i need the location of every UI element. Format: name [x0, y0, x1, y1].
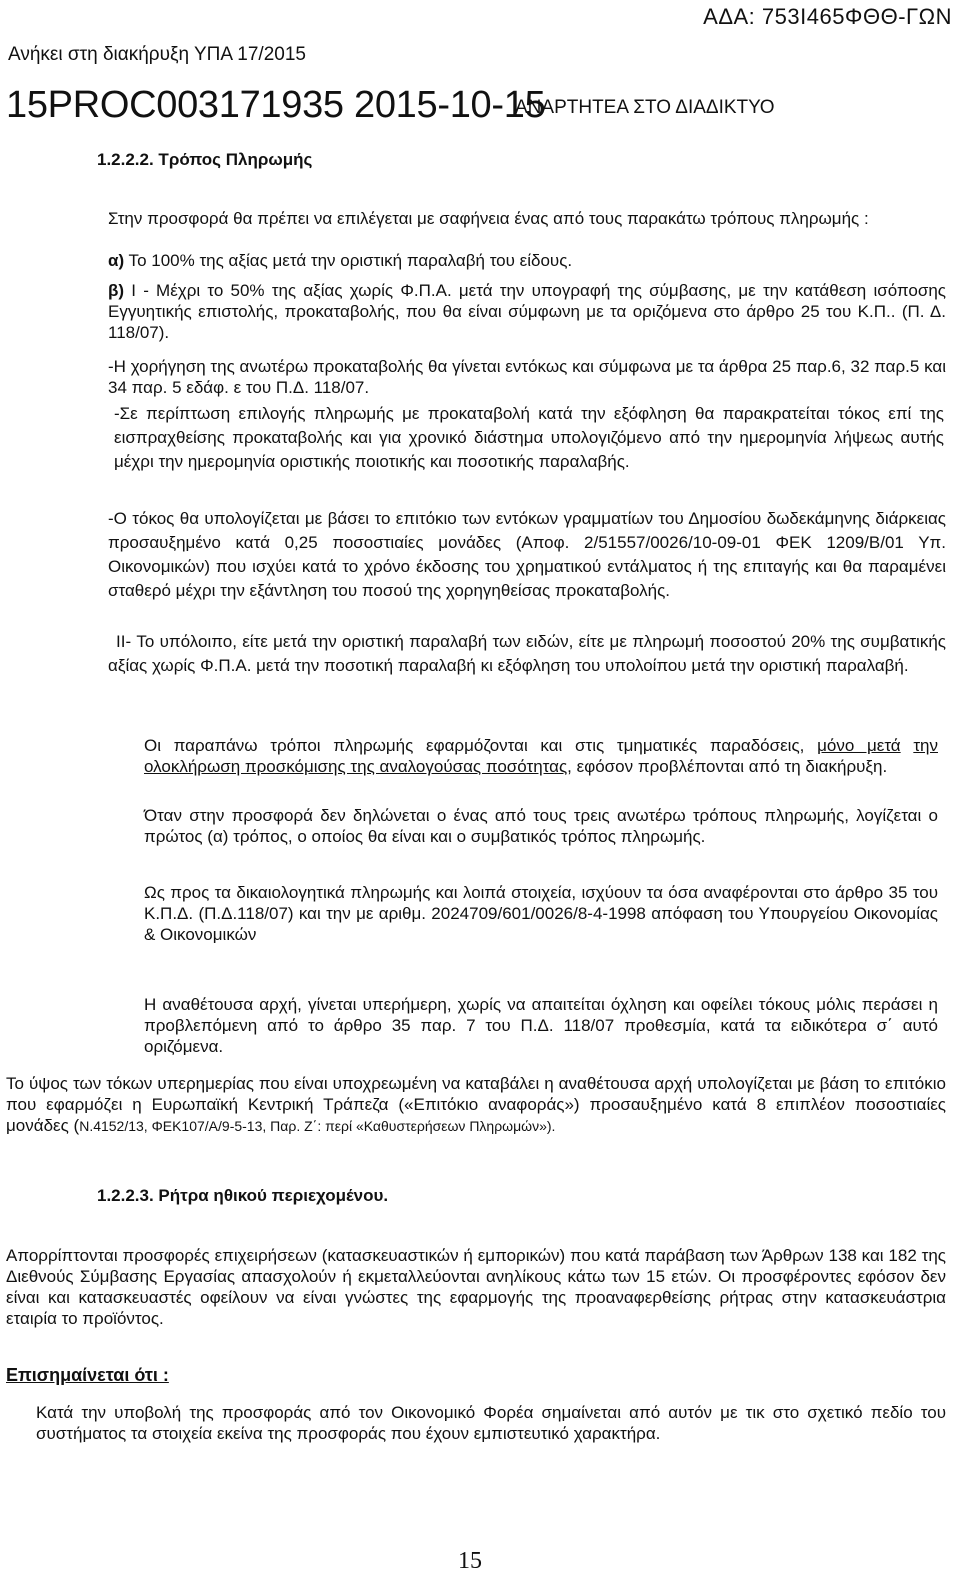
late-interest-text: [6, 1073, 946, 1137]
authority-default-text: Η αναθέτουσα αρχή, γίνεται υπερήμερη, χωρίς να απαιτείται όχληση και οφείλει τόκους μόλις περάσει η προβλεπόμενη από το άρθρο 35 παρ. 7 του Π.Δ. 118/07 προθεσμία, κατά τα ειδικότερα σ΄ αυτό οριζόμενα.: [144, 995, 938, 1056]
payment-option-a: [108, 250, 946, 271]
remainder-payment-text: II- Το υπόλοιπο, είτε μετά την οριστική παραλαβή των ειδών, είτε με πληρωμή ποσοστού 20% της συμβατικής αξίας χωρίς Φ.Π.Α. μετά την ποσοτική παραλαβή κι εξόφληση του υπολοίπου μετά την οριστική παραλαβή.: [108, 632, 946, 675]
interest-rate-text: -Ο τόκος θα υπολογίζεται με βάσει το επιτόκιο των εντόκων γραμματίων του Δημοσίου δωδεκάμηνης διάρκειας προσαυξημένο κατά 0,25 ποσοστιαίες μονάδες (Αποφ. 2/51557/0026/10-09-01 ΦΕΚ 1209/Β/01 Υπ. Οικονομικών) που ισχύει κατά το χρόνο έκδοσης του χρηματικού εντάλματος ή της επιταγής και θα παραμένει σταθερό μέχρι την εξάντληση του ποσού της χορηγηθείσας προκαταβολής.: [108, 509, 946, 600]
ada-code: ΑΔΑ: 753Ι465ΦΘΘ-ΓΩΝ: [703, 4, 952, 29]
option-b-text: I - Μέχρι το 50% της αξίας χωρίς Φ.Π.Α. μετά την υπογραφή της σύμβασης, με την κατάθεση ισόποσης Εγγυητικής επιστολής, προκαταβολής, που θα είναι σύμφωνη με τα οριζόμενα στο άρθρο 25 του Κ.Π.. (Π. Δ. 118/07).: [108, 281, 947, 342]
publish-online-label: ΑΝΑΡΤΗΤΕΑ ΣΤΟ ΔΙΑΔΙΚΤΥΟ: [515, 97, 775, 118]
partial-deliveries-post: εφόσον προβλέπονται από τη διακήρυξη.: [576, 757, 888, 776]
option-a-text: Το 100% της αξίας μετά την οριστική παραλαβή του είδους.: [128, 251, 573, 270]
late-interest-law-ref: Ν.4152/13, ΦΕΚ107/Α/9-5-13, Παρ. Ζ΄: περί «Καθυστερήσεων Πληρωμών»).: [79, 1118, 556, 1134]
payment-intro: Στην προσφορά θα πρέπει να επιλέγεται με σαφήνεια ένας από τους παρακάτω τρόπους πληρωμής :: [108, 209, 869, 228]
payment-documents-text: Ως προς τα δικαιολογητικά πληρωμής και λοιπά στοιχεία, ισχύουν τα όσα αναφέρονται στο άρθρο 35 του Κ.Π.Δ. (Π.Δ.118/07) και την με αριθμ. 2024709/601/0026/8-4-1998 απόφαση του Υπουργείου Οικονομίας & Οικονομικών: [144, 883, 938, 944]
late-interest-main: Το ύψος των τόκων υπερημερίας που είναι υποχρεωμένη να καταβάλει η αναθέτουσα αρχή υπολογίζεται με βάση το επιτόκιο που εφαρμόζει η Ευρωπαϊκή Κεντρική Τράπεζα («Επιτόκιο αναφοράς») προσαυξημένο κατά 8 επιπλέον ποσοστιαίες μονάδες (: [6, 1074, 946, 1135]
note-heading: Επισημαίνεται ότι :: [6, 1365, 169, 1385]
payment-option-b: [108, 280, 946, 343]
confidential-note-text: Κατά την υποβολή της προσφοράς από τον Οικονομικό Φορέα σημαίνεται από αυτόν με τικ στο σχετικό πεδίο του συστήματος τα στοιχεία εκείνα της προσφοράς που έχουν εμπιστευτικό χαρακτήρα.: [36, 1403, 946, 1443]
partial-deliveries-only-after: μόνο μετά: [817, 736, 901, 755]
advance-interest-case: -Σε περίπτωση επιλογής πληρωμής με προκαταβολή κατά την εξόφληση θα παρακρατείται τόκος επί της εισπραχθείσης προκαταβολής και για χρονικό διάστημα υπολογιζόμενο από την ημερομηνία λήψεως αυτής μέχρι την ημερομηνία οριστικής ποιοτικής και ποσοτικής παραλαβής.: [114, 404, 944, 471]
default-payment-text: Όταν στην προσφορά δεν δηλώνεται ο ένας από τους τρεις ανωτέρω τρόπους πληρωμής, λογίζεται ο πρώτος (α) τρόπος, ο οποίος θα είναι και ο συμβατικός τρόπος πληρωμής.: [144, 806, 938, 846]
advance-grant-text: -Η χορήγηση της ανωτέρω προκαταβολής θα γίνεται εντόκως και σύμφωνα με τα άρθρα 25 παρ.6, 32 παρ.5 και 34 παρ. 5 εδάφ. ε του Π.Δ. 118/07.: [108, 357, 946, 397]
belongs-to-tender: Ανήκει στη διακήρυξη ΥΠΑ 17/2015: [8, 44, 306, 65]
option-b-label: β): [108, 281, 125, 300]
partial-deliveries-text: [144, 735, 938, 777]
procurement-code: 15PROC003171935 2015-10-15: [6, 84, 546, 126]
option-a-label: α): [108, 251, 125, 270]
page-number: 15: [458, 1548, 482, 1574]
section-heading-ethics: 1.2.2.3. Ρήτρα ηθικού περιεχομένου.: [97, 1186, 389, 1205]
ethics-clause-text: Απορρίπτονται προσφορές επιχειρήσεων (κατασκευαστικών ή εμπορικών) που κατά παράβαση των Άρθρων 138 και 182 της Διεθνούς Σύμβασης Εργασίας απασχολούν ή εκμεταλλεύονται ανηλίκους κάτω των 15 ετών. Οι προσφέροντες εφόσον δεν είναι και κατασκευαστές οφείλουν να είναι γνώστες της εφαρμογής της προαναφερθείσης ρήτρας στην κατασκευάστρια εταιρία το προϊόντος.: [6, 1246, 946, 1328]
partial-deliveries-pre: Οι παραπάνω τρόποι πληρωμής εφαρμόζονται και στις τμηματικές παραδόσεις,: [144, 736, 805, 755]
partial-deliveries-completion: την ολοκλήρωση προσκόμισης της αναλογούσας ποσότητας,: [144, 736, 938, 776]
section-heading-payment: 1.2.2.2. Τρόπος Πληρωμής: [97, 150, 313, 169]
